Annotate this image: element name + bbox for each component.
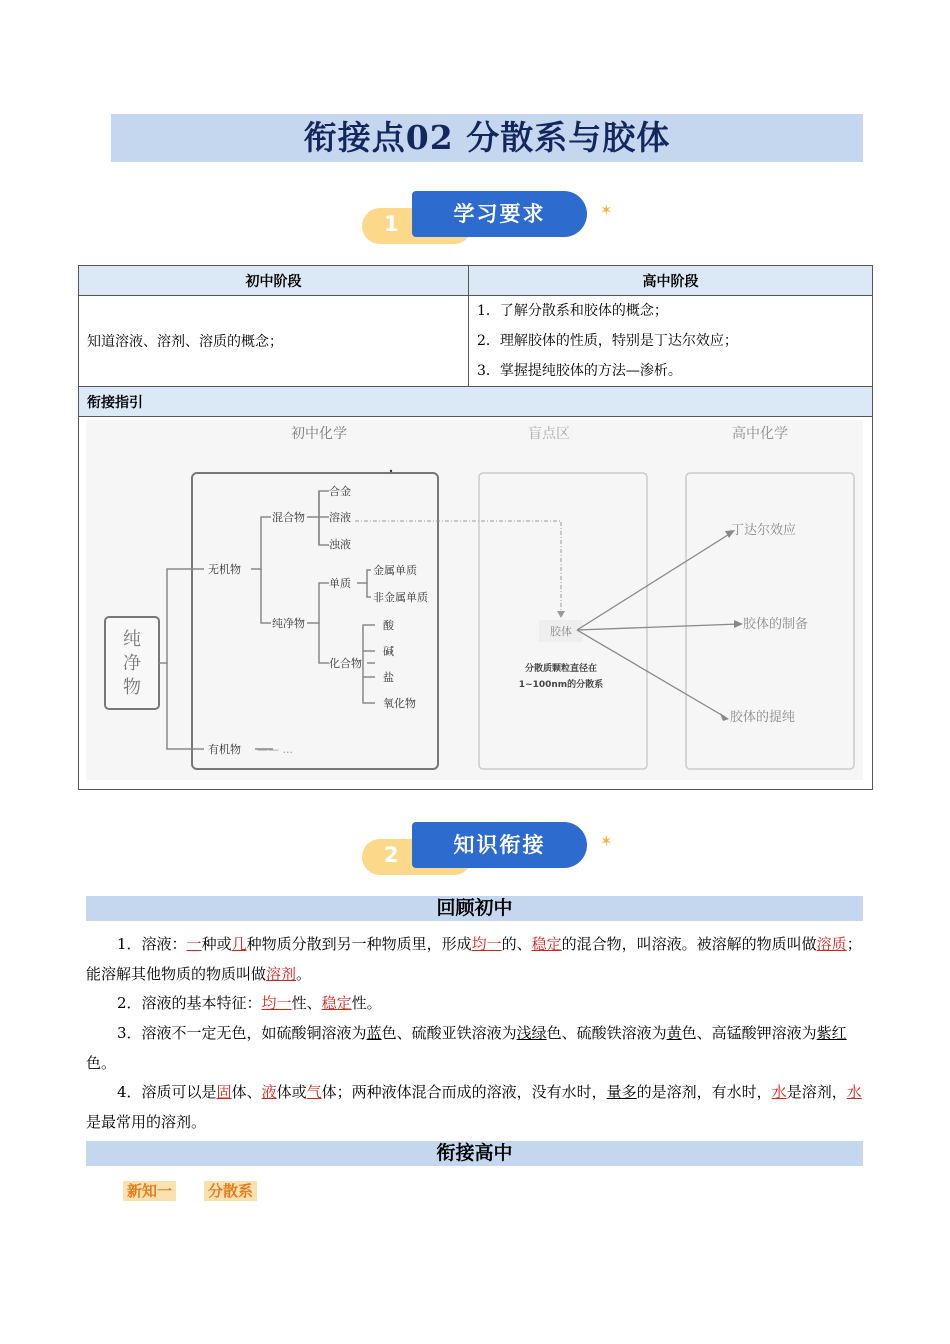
node-mixture: 混合物 [272,511,305,524]
root-char: 物 [123,677,141,698]
column-junior: 初中化学 [291,426,347,442]
review-paragraph-3: 3．溶液不一定无色，如硫酸铜溶液为蓝色、硫酸亚铁溶液为浅绿色、硫酸铁溶液为黄色、高锰酸钾溶液为紫红色。 [86,1024,847,1072]
page-title: 衔接点02 分散系与胶体 [303,118,671,157]
senior-header: 高中阶段 [469,266,873,296]
column-senior: 高中化学 [732,426,788,442]
review-paragraph-4: 4．溶质可以是固体、液体或气体；两种液体混合而成的溶液，没有水时，量多的是溶剂，有水时，水是溶剂，水是最常用的溶剂。 [86,1083,862,1131]
badge-label: 学习要求 [453,202,546,226]
new-knowledge-label [123,1180,257,1201]
colloid-note-line: 分散质颗粒直径在 [524,664,598,674]
node-base: 碱 [383,645,394,658]
junior-requirement: 知道溶液、溶剂、溶质的概念； [79,296,469,387]
bridge-heading: 衔接高中 [86,1141,863,1166]
sparkle-icon: ✶ [600,201,613,219]
table-row [79,296,873,387]
node-nonmetal: 非金属单质 [373,591,428,604]
review-heading: 回顾初中 [86,896,863,921]
badge-number: 2 [384,843,399,867]
dot-mark [390,470,392,472]
node-salt: 盐 [383,671,394,684]
new-knowledge-topic: 分散系 [204,1181,257,1201]
badge-number: 1 [384,212,399,236]
sparkle-icon: ✶ [600,832,613,850]
senior-item: 3．掌握提纯胶体的方法—渗析。 [477,363,682,379]
senior-item: 1．了解分散系和胶体的概念； [477,303,668,319]
node-alloy: 合金 [329,485,351,498]
node-organic: 有机物 [208,743,241,756]
guide-label: 衔接指引 [79,387,873,417]
guide-row [79,387,873,417]
table-header-row [79,266,873,296]
node-oxide: 氧化物 [383,697,416,710]
diagram-row [79,417,873,790]
senior-requirements [469,296,873,387]
node-suspension: 浊液 [329,538,351,551]
new-knowledge-tag: 新知一 [123,1181,176,1201]
node-organic-tail: —— ... [257,743,293,756]
bridge-diagram [79,417,872,785]
node-pure: 纯净物 [272,617,305,630]
target-tyndall: 丁达尔效应 [731,523,797,538]
requirements-table [78,265,873,790]
node-compound: 化合物 [329,657,362,670]
section-badge-knowledge-bridge [362,822,632,878]
badge-label: 知识衔接 [453,833,546,857]
node-colloid: 胶体 [550,625,572,638]
review-paragraph-2: 2．溶液的基本特征：均一性、稳定性。 [117,994,382,1012]
title-bar [111,114,863,162]
target-preparation: 胶体的制备 [743,617,809,632]
node-solution: 溶液 [329,511,351,524]
node-inorganic: 无机物 [208,563,241,576]
review-paragraph-1: 1．溶液：一种或几种物质分散到另一种物质里，形成均一的、稳定的混合物，叫溶液。被溶解的物质叫做溶质；能溶解其他物质的物质叫做溶剂。 [86,935,862,983]
root-char: 纯 [123,629,141,650]
senior-item: 2．理解胶体的性质，特别是丁达尔效应； [477,333,738,349]
node-metal: 金属单质 [373,564,417,577]
node-element: 单质 [329,577,351,590]
node-acid: 酸 [383,619,394,632]
root-char: 净 [123,653,141,674]
colloid-note-line: 1~100nm的分散系 [518,680,604,690]
diagram-cell [79,417,873,790]
junior-header: 初中阶段 [79,266,469,296]
section-badge-learning-requirements [362,191,632,247]
column-blind: 盲点区 [528,426,570,442]
target-purification: 胶体的提纯 [730,710,796,725]
